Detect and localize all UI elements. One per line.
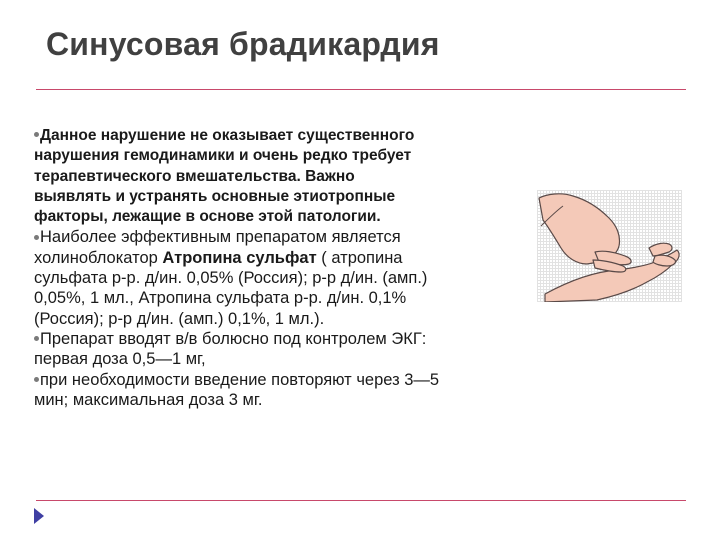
p4-line-1: при необходимости введение повторяют через 3—5 [40,370,440,389]
slide-body [34,126,534,410]
slide-title: Синусовая брадикардия [46,26,440,62]
paragraph-2 [34,227,534,328]
p1-line-5: факторы, лежащие в основе этой патологии. [34,208,381,226]
p2-line-5: (Россия); р-р д/ин. (амп.) 0,1%, 1 мл.). [34,309,325,328]
bullet-icon [34,235,39,240]
p3-line-1: Препарат вводят в/в болюсно под контролем ЭКГ: [40,329,427,348]
bullet-icon [34,336,39,341]
paragraph-4 [34,370,534,411]
p1-line-3: терапевтического вмешательства. Важно [34,167,355,185]
paragraph-1 [34,126,534,227]
p3-line-2: первая доза 0,5—1 мг, [34,350,206,369]
hands-illustration [537,190,682,302]
p2-line-4: 0,05%, 1 мл., Атропина сульфата р-р. д/ин. 0,1% [34,289,407,308]
bullet-icon [34,377,39,382]
footer-divider [36,500,686,501]
pulse-check-hands-image [537,190,682,302]
p2-line-1: Наиболее эффективным препаратом является [40,228,401,247]
bullet-icon [34,132,39,137]
p2-line-3: сульфата р-р. д/ин. 0,05% (Россия); р-р д/ин. (амп.) [34,269,428,288]
p2-line-2-post: ( атропина [316,248,403,267]
next-slide-arrow-icon[interactable] [34,508,44,524]
p1-line-4: выявлять и устранять основные этиотропные [34,187,396,205]
p4-line-2: мин; максимальная доза 3 мг. [34,390,263,409]
drug-name: Атропина сульфат [162,248,317,267]
p1-line-2: нарушения гемодинамики и очень редко требует [34,147,412,165]
title-divider [36,89,686,90]
paragraph-3 [34,329,534,370]
p1-line-1: Данное нарушение не оказывает существенного [40,127,415,144]
p2-line-2-pre: холиноблокатор [34,248,163,267]
